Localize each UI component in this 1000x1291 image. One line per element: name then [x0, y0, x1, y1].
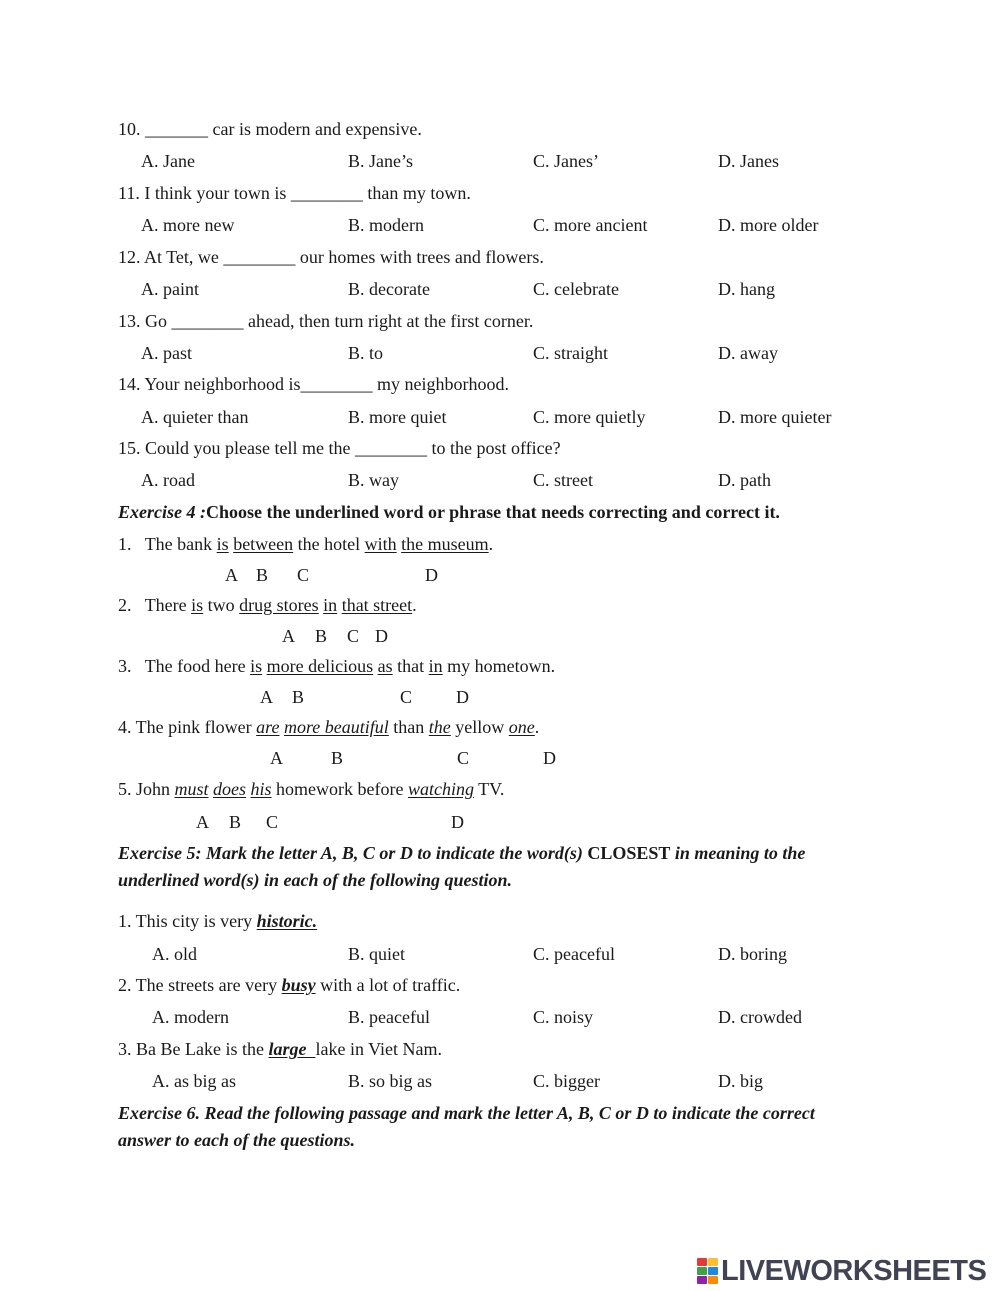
option-c: C. Janes’ — [533, 151, 599, 171]
text: . — [412, 595, 417, 615]
text: 5. John — [118, 779, 175, 799]
option-c: C. bigger — [533, 1071, 600, 1091]
text: than — [388, 717, 429, 737]
text: The food here — [144, 656, 251, 676]
underlined-d: watching — [408, 779, 474, 799]
letter-b: B — [331, 748, 344, 768]
text: . — [534, 717, 540, 737]
option-a: A. past — [141, 343, 192, 363]
text: TV. — [474, 779, 505, 799]
underlined-word: large — [268, 1039, 316, 1059]
option-c: C. more ancient — [533, 215, 648, 235]
emphasis-closest: CLOSEST — [587, 843, 671, 863]
text: yellow — [450, 717, 509, 737]
letter-d: D — [543, 748, 556, 768]
exercise-4-heading — [118, 501, 780, 523]
text: homework before — [271, 779, 408, 799]
option-d: D. path — [718, 470, 771, 490]
option-d: D. away — [718, 343, 778, 363]
underlined-b: more beautiful — [283, 717, 389, 737]
underlined-b: between — [233, 534, 294, 554]
underlined-c: as — [377, 656, 393, 676]
ex4-question-4 — [118, 716, 539, 738]
underlined-b: does — [213, 779, 247, 799]
question-text: 12. At Tet, we ________ our homes with trees and flowers. — [118, 247, 544, 267]
text: 4. The pink flower — [118, 717, 257, 737]
letter-a: A — [260, 687, 273, 707]
letter-a: A — [282, 626, 295, 646]
option-b: B. quiet — [348, 944, 405, 964]
option-d: D. more quieter — [718, 407, 832, 427]
option-b: B. peaceful — [348, 1007, 430, 1027]
letter-c: C — [266, 812, 279, 832]
question-number: 3. — [118, 656, 132, 676]
letter-b: B — [229, 812, 242, 832]
letter-a: A — [196, 812, 209, 832]
exercise-5-heading — [118, 842, 805, 864]
letter-c: C — [297, 565, 310, 585]
underlined-b: more delicious — [266, 656, 374, 676]
option-b: B. so big as — [348, 1071, 433, 1091]
underlined-d: that street — [341, 595, 413, 615]
option-d: D. Janes — [718, 151, 779, 171]
text: Exercise 5: Mark the letter A, B, C or D to indicate the word(s) — [118, 843, 588, 863]
text: 1. This city is very — [118, 911, 257, 931]
text: 3. Ba Be Lake is the — [118, 1039, 269, 1059]
option-a: A. road — [141, 470, 195, 490]
ex5-question-2 — [118, 974, 460, 996]
underlined-c: his — [250, 779, 272, 799]
ex5-question-1 — [118, 910, 317, 932]
logo-block — [697, 1267, 707, 1275]
underlined-word: historic. — [256, 911, 318, 931]
underlined-word: busy — [281, 975, 316, 995]
question-number: 2. — [118, 595, 132, 615]
ex5-question-3 — [118, 1038, 442, 1060]
letter-b: B — [315, 626, 328, 646]
text: with a lot of traffic. — [315, 975, 461, 995]
underlined-a: are — [256, 717, 280, 737]
option-b: B. Jane’s — [348, 151, 413, 171]
option-c: C. noisy — [533, 1007, 594, 1027]
underlined-c: in — [323, 595, 338, 615]
underlined-a: must — [174, 779, 209, 799]
text: lake in Viet Nam. — [315, 1039, 443, 1059]
text: in meaning to the — [670, 843, 806, 863]
option-b: B. to — [348, 343, 384, 363]
liveworksheets-logo[interactable] — [697, 1256, 986, 1286]
option-d: D. crowded — [718, 1007, 802, 1027]
option-c: C. more quietly — [533, 407, 646, 427]
option-c: C. street — [533, 470, 593, 490]
text: . — [488, 534, 494, 554]
logo-block — [697, 1258, 707, 1266]
letter-a: A — [225, 565, 238, 585]
option-a: A. modern — [152, 1007, 229, 1027]
underlined-d: in — [428, 656, 443, 676]
underlined-c: with — [364, 534, 397, 554]
letter-c: C — [457, 748, 470, 768]
letter-d: D — [425, 565, 438, 585]
ex4-question-5 — [118, 778, 504, 800]
logo-block — [697, 1276, 707, 1284]
text: 2. The streets are very — [118, 975, 282, 995]
logo-block — [708, 1258, 718, 1266]
exercise-5-heading-line2: underlined word(s) in each of the following question. — [118, 870, 513, 890]
option-a: A. old — [152, 944, 197, 964]
underlined-d: one — [508, 717, 535, 737]
underlined-a: is — [191, 595, 204, 615]
logo-text: LIVEWORKSHEETS — [721, 1254, 987, 1287]
text: There — [144, 595, 192, 615]
exercise-6-heading-line2: answer to each of the questions. — [118, 1130, 356, 1150]
text: my hometown. — [442, 656, 556, 676]
option-b: B. modern — [348, 215, 424, 235]
exercise-instruction: Choose the underlined word or phrase that needs correcting and correct it. — [205, 502, 780, 522]
text: two — [203, 595, 240, 615]
option-a: A. more new — [141, 215, 235, 235]
question-text: 15. Could you please tell me the ________ to the post office? — [118, 438, 561, 458]
option-c: C. peaceful — [533, 944, 615, 964]
option-a: A. as big as — [152, 1071, 236, 1091]
letter-c: C — [400, 687, 413, 707]
letter-a: A — [270, 748, 283, 768]
text: the hotel — [293, 534, 365, 554]
underlined-b: drug stores — [239, 595, 319, 615]
logo-block — [708, 1267, 718, 1275]
text: The bank — [144, 534, 217, 554]
exercise-6-heading: Exercise 6. Read the following passage and mark the letter A, B, C or D to indicate the correct — [118, 1103, 815, 1123]
option-b: B. more quiet — [348, 407, 447, 427]
question-text: 11. I think your town is ________ than my town. — [118, 183, 471, 203]
option-d: D. big — [718, 1071, 763, 1091]
letter-b: B — [292, 687, 305, 707]
text: that — [392, 656, 429, 676]
question-number: 1. — [118, 534, 132, 554]
question-text: 13. Go ________ ahead, then turn right at the first corner. — [118, 311, 534, 331]
option-d: D. hang — [718, 279, 775, 299]
question-text: 14. Your neighborhood is________ my neighborhood. — [118, 374, 509, 394]
ex4-question-1 — [118, 533, 493, 555]
option-c: C. celebrate — [533, 279, 619, 299]
letter-c: C — [347, 626, 360, 646]
letter-d: D — [456, 687, 469, 707]
logo-block — [708, 1276, 718, 1284]
option-c: C. straight — [533, 343, 608, 363]
option-a: A. Jane — [141, 151, 195, 171]
ex4-question-3 — [118, 655, 555, 677]
logo-blocks-icon — [697, 1258, 718, 1284]
option-a: A. paint — [141, 279, 199, 299]
option-a: A. quieter than — [141, 407, 249, 427]
letter-b: B — [256, 565, 269, 585]
underlined-a: is — [216, 534, 229, 554]
question-text: 10. _______ car is modern and expensive. — [118, 119, 422, 139]
underlined-c: the — [428, 717, 451, 737]
letter-d: D — [451, 812, 464, 832]
option-b: B. way — [348, 470, 399, 490]
underlined-d: the museum — [401, 534, 489, 554]
option-d: D. boring — [718, 944, 787, 964]
option-b: B. decorate — [348, 279, 430, 299]
letter-d: D — [375, 626, 388, 646]
option-d: D. more older — [718, 215, 819, 235]
ex4-question-2 — [118, 594, 417, 616]
exercise-label: Exercise 4 : — [118, 502, 206, 522]
underlined-a: is — [250, 656, 263, 676]
